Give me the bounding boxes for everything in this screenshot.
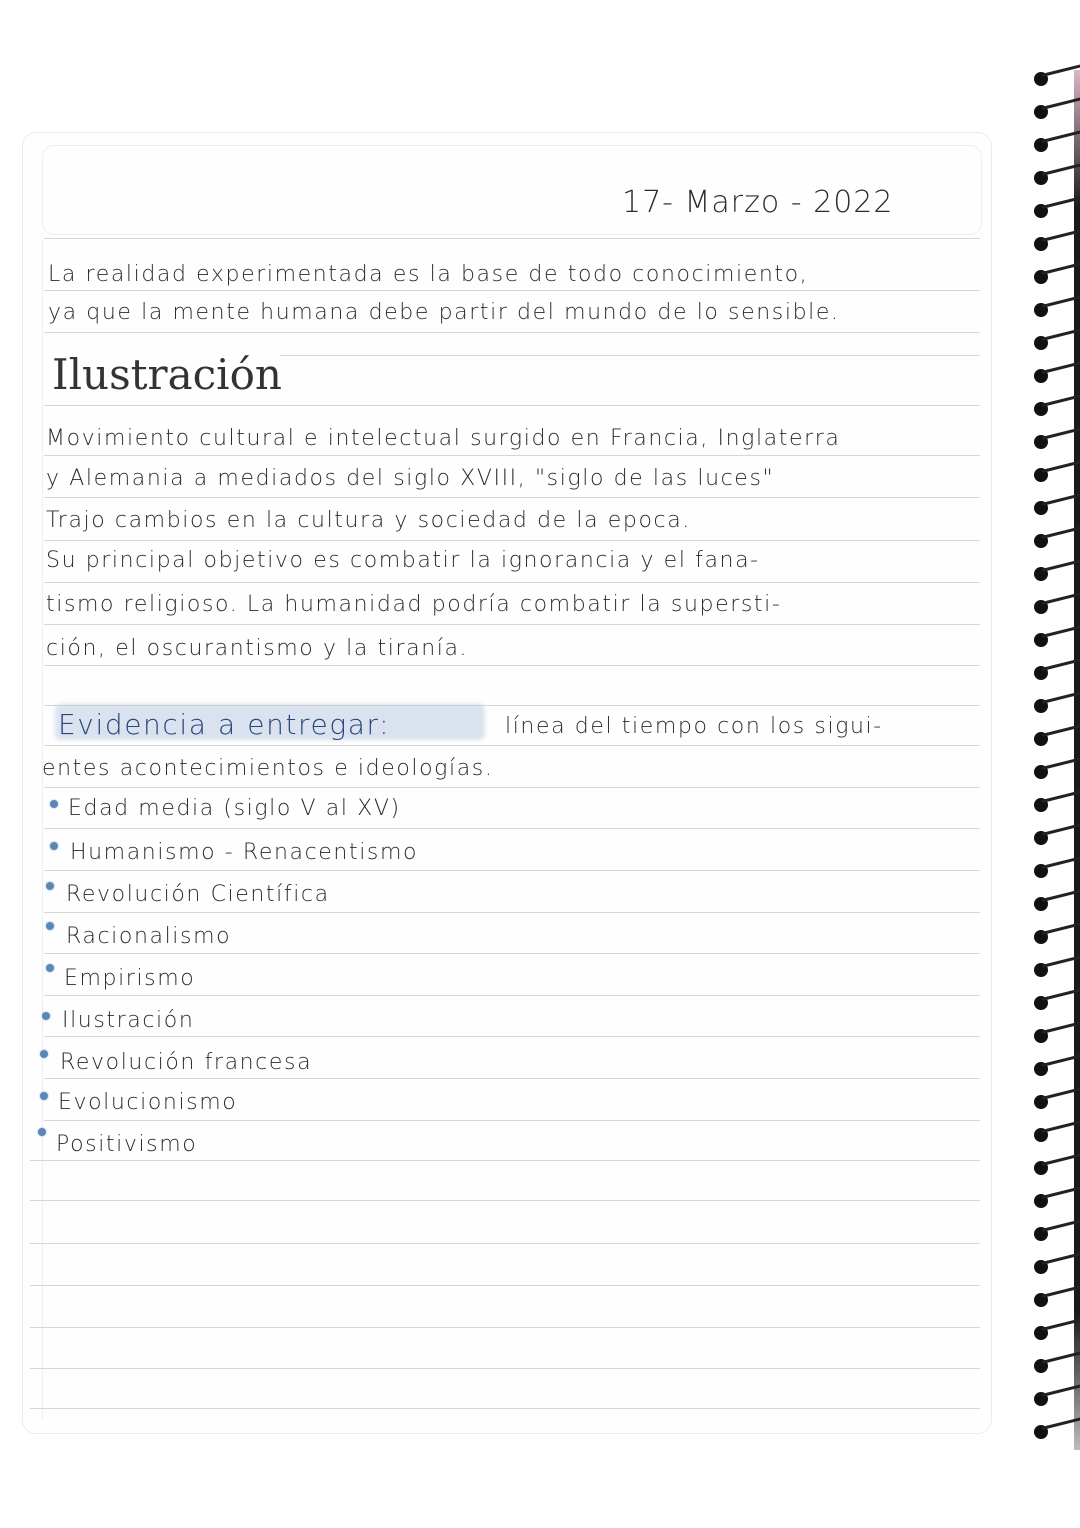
spiral-ring-icon [1034,895,1080,915]
ruled-line [44,870,980,871]
intro-line: La realidad experimentada es la base de todo conocimiento, [48,262,809,287]
ruled-line [30,1160,980,1161]
bullet-icon [46,922,54,930]
ruled-line [30,1285,980,1286]
section-title: Ilustración [52,350,282,399]
ruled-line [44,953,980,954]
ruled-line [44,912,980,913]
paragraph-line: ción, el oscurantismo y la tiranía. [46,636,469,661]
spiral-ring-icon [1034,664,1080,684]
ruled-line [44,540,980,541]
spiral-ring-icon [1034,268,1080,288]
ruled-line [30,1368,980,1369]
spiral-ring-icon [1034,1291,1080,1311]
spiral-ring-icon [1034,565,1080,585]
paragraph-line: Trajo cambios en la cultura y sociedad de la epoca. [46,508,691,533]
ruled-line [280,355,980,356]
list-item: Revolución Científica [66,882,330,907]
bullet-icon [46,882,54,890]
bullet-icon [50,842,58,850]
spiral-ring-icon [1034,862,1080,882]
ruled-line [44,1120,980,1121]
assignment-text: línea del tiempo con los sigui- [505,714,883,739]
paragraph-line: Su principal objetivo es combatir la ignorancia y el fana- [46,548,760,573]
spiral-ring-icon [1034,730,1080,750]
list-item: Revolución francesa [60,1050,313,1075]
spiral-ring-icon [1034,532,1080,552]
intro-line: ya que la mente humana debe partir del mundo de lo sensible. [48,300,840,325]
ruled-line [44,238,980,239]
spiral-ring-icon [1034,1126,1080,1146]
spiral-ring-icon [1034,829,1080,849]
list-item: Positivismo [56,1132,198,1157]
spiral-ring-icon [1034,1324,1080,1344]
spiral-ring-icon [1034,697,1080,717]
spiral-ring-icon [1034,1027,1080,1047]
ruled-line [44,828,980,829]
ruled-line [44,1078,980,1079]
ruled-line [44,1036,980,1037]
ruled-line [44,290,980,291]
spiral-ring-icon [1034,796,1080,816]
spiral-ring-icon [1034,1390,1080,1410]
paragraph-line: tismo religioso. La humanidad podría combatir la supersti- [46,592,782,617]
spiral-ring-icon [1034,70,1080,90]
spiral-ring-icon [1034,598,1080,618]
assignment-label: Evidencia a entregar: [58,708,391,741]
spiral-ring-icon [1034,961,1080,981]
spiral-ring-icon [1034,169,1080,189]
spiral-ring-icon [1034,1192,1080,1212]
spiral-ring-icon [1034,235,1080,255]
spiral-ring-icon [1034,433,1080,453]
ruled-line [44,332,980,333]
spiral-ring-icon [1034,103,1080,123]
notebook-page [22,132,992,1434]
spiral-ring-icon [1034,631,1080,651]
ruled-line [44,787,980,788]
bullet-icon [46,964,54,972]
spiral-ring-icon [1034,466,1080,486]
list-item: Empirismo [64,966,196,991]
spiral-ring-icon [1034,928,1080,948]
spiral-ring-icon [1034,763,1080,783]
spiral-ring-icon [1034,1159,1080,1179]
bullet-icon [40,1092,48,1100]
paragraph-line: y Alemania a mediados del siglo XVIII, "siglo de las luces" [46,466,775,491]
date: 17- Marzo - 2022 [622,185,894,220]
ruled-line [30,1327,980,1328]
spiral-ring-icon [1034,367,1080,387]
spiral-ring-icon [1034,1423,1080,1443]
list-item: Evolucionismo [58,1090,238,1115]
spiral-ring-icon [1034,400,1080,420]
ruled-line [44,995,980,996]
list-item: Ilustración [62,1008,195,1033]
ruled-line [44,405,980,406]
ruled-line [30,1243,980,1244]
bullet-icon [40,1050,48,1058]
spiral-binding [1030,70,1080,1450]
assignment-text: entes acontecimientos e ideologías. [42,756,494,781]
list-item: Humanismo - Renacentismo [70,840,419,865]
ruled-line [30,1408,980,1409]
spiral-ring-icon [1034,202,1080,222]
spiral-ring-icon [1034,1093,1080,1113]
spiral-ring-icon [1034,136,1080,156]
ruled-line [44,455,980,456]
ruled-line [30,1200,980,1201]
spiral-ring-icon [1034,301,1080,321]
ruled-line [44,745,980,746]
spiral-ring-icon [1034,994,1080,1014]
bullet-icon [38,1128,46,1136]
spiral-ring-icon [1034,499,1080,519]
spiral-ring-icon [1034,334,1080,354]
spiral-ring-icon [1034,1060,1080,1080]
ruled-line [44,497,980,498]
ruled-line [44,665,980,666]
ruled-line [44,624,980,625]
spiral-ring-icon [1034,1357,1080,1377]
list-item: Racionalismo [66,924,232,949]
paragraph-line: Movimiento cultural e intelectual surgido en Francia, Inglaterra [46,426,841,451]
list-item: Edad media (siglo V al XV) [68,796,401,821]
ruled-line [44,582,980,583]
bullet-icon [42,1012,50,1020]
spiral-ring-icon [1034,1225,1080,1245]
bullet-icon [50,800,58,808]
spiral-ring-icon [1034,1258,1080,1278]
